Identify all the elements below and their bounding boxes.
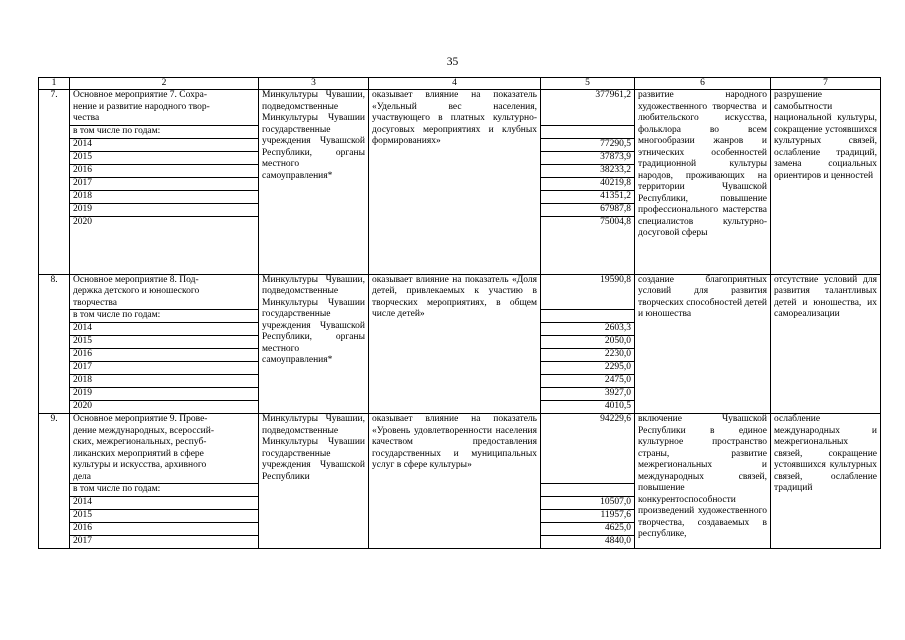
column-number-row xyxy=(39,78,881,90)
executor-cell: Минкультуры Чувашии, подведомственные Минкультуры Чувашии государственные учреждения Чувашской Республики, органы местного самоуправления* xyxy=(259,274,369,414)
year-cell: 2014 xyxy=(70,497,259,510)
total-amount: 19590,8 xyxy=(541,274,635,310)
executor-cell: Минкультуры Чувашии, подведомственные Минкультуры Чувашии государственные учреждения Чувашской Республики xyxy=(259,414,369,549)
amount-cell: 41351,2 xyxy=(541,190,635,203)
amount-cell: 4840,0 xyxy=(541,536,635,549)
activity-title: Основное мероприятие 9. Прове- дение международных, всероссий- ских, межрегиональных, респуб- ликанских мероприятий в сфере культуры и искусства, архивного дела xyxy=(70,414,259,484)
year-cell: 2015 xyxy=(70,510,259,523)
indicator-cell: оказывает влияние на показатель «Удельный вес населения, участвующего в платных культурно-досуговых мероприятиях и клубных формированиях» xyxy=(369,90,541,275)
year-cell: 2018 xyxy=(70,190,259,203)
amount-cell: 40219,8 xyxy=(541,177,635,190)
amount-cell: 2295,0 xyxy=(541,362,635,375)
amount-cell: 2603,3 xyxy=(541,323,635,336)
amount-cell: 75004,8 xyxy=(541,216,635,274)
table-row xyxy=(39,414,881,484)
amount-cell: 10507,0 xyxy=(541,497,635,510)
indicator-cell: оказывает влияние на показатель «Доля детей, привлекаемых к участию в творческих мероприятиях, в общем числе детей» xyxy=(369,274,541,414)
year-cell: 2020 xyxy=(70,401,259,414)
year-cell: 2016 xyxy=(70,164,259,177)
total-amount: 94229,6 xyxy=(541,414,635,484)
year-cell: 2019 xyxy=(70,388,259,401)
year-cell: 2014 xyxy=(70,323,259,336)
row-number: 8. xyxy=(39,274,70,414)
amount-cell: 3927,0 xyxy=(541,388,635,401)
year-cell: 2017 xyxy=(70,177,259,190)
year-cell: 2015 xyxy=(70,336,259,349)
column-header: 3 xyxy=(259,78,369,90)
executor-cell: Минкультуры Чувашии, подведомственные Минкультуры Чувашии государственные учреждения Чувашской Республики, органы местного самоуправления* xyxy=(259,90,369,275)
indicator-cell: оказывает влияние на показатель «Уровень удовлетворенности населения качеством предоставления государственных и муниципальных услуг в сфере культуры» xyxy=(369,414,541,549)
column-header: 6 xyxy=(635,78,771,90)
activity-title: Основное мероприятие 7. Сохра- нение и развитие народного твор- чества xyxy=(70,90,259,126)
total-amount: 377961,2 xyxy=(541,90,635,126)
table-row xyxy=(39,274,881,310)
amount-cell: 2050,0 xyxy=(541,336,635,349)
year-cell: 2016 xyxy=(70,349,259,362)
year-cell: 2018 xyxy=(70,375,259,388)
year-cell: 2016 xyxy=(70,523,259,536)
year-cell: 2015 xyxy=(70,151,259,164)
page-number: 35 xyxy=(446,56,459,68)
column-header: 4 xyxy=(369,78,541,90)
amount-cell: 2475,0 xyxy=(541,375,635,388)
amount-cell xyxy=(541,484,635,497)
amount-cell: 67987,8 xyxy=(541,203,635,216)
row-number: 9. xyxy=(39,414,70,549)
row-number: 7. xyxy=(39,90,70,275)
amount-cell xyxy=(541,310,635,323)
table-row xyxy=(39,90,881,126)
result-cell: развитие народного художественного творчества и любительского искусства, фольклора во всем многообразии жанров и этнических особенностей традиционной культуры народов, проживающих на территории Чувашской Республики, повышение профессионального мастерства специалистов культурно-досуговой сферы xyxy=(635,90,771,275)
amount-cell: 4010,5 xyxy=(541,401,635,414)
amount-cell: 4625,0 xyxy=(541,523,635,536)
amount-cell: 77290,5 xyxy=(541,138,635,151)
year-cell: 2020 xyxy=(70,216,259,274)
amount-cell xyxy=(541,125,635,138)
result-cell: создание благоприятных условий для развития творческих способностей детей и юношества xyxy=(635,274,771,414)
amount-cell: 11957,6 xyxy=(541,510,635,523)
column-header: 7 xyxy=(771,78,881,90)
year-cell: 2017 xyxy=(70,362,259,375)
program-table xyxy=(38,77,881,549)
activity-title: Основное мероприятие 8. Под- держка детского и юношеского творчества xyxy=(70,274,259,310)
subtotal-label: в том числе по годам: xyxy=(70,125,259,138)
year-cell: 2017 xyxy=(70,536,259,549)
column-header: 2 xyxy=(70,78,259,90)
subtotal-label: в том числе по годам: xyxy=(70,484,259,497)
consequence-cell: ослабление международных и межрегиональных связей, сокращение устоявшихся культурных связей, ослабление традиций xyxy=(771,414,881,549)
column-header: 5 xyxy=(541,78,635,90)
consequence-cell: отсутствие условий для развития талантливых детей и юношества, их самореализации xyxy=(771,274,881,414)
column-header: 1 xyxy=(39,78,70,90)
amount-cell: 2230,0 xyxy=(541,349,635,362)
year-cell: 2014 xyxy=(70,138,259,151)
year-cell: 2019 xyxy=(70,203,259,216)
amount-cell: 37873,9 xyxy=(541,151,635,164)
amount-cell: 38233,2 xyxy=(541,164,635,177)
subtotal-label: в том числе по годам: xyxy=(70,310,259,323)
consequence-cell: разрушение самобытности национальной культуры, сокращение устоявшихся культурных связей, ослабление традиций, замена социальных ориентиров и ценностей xyxy=(771,90,881,275)
result-cell: включение Чувашской Республики в единое культурное пространство страны, развитие межрегиональных и международных связей, повышение конкурентоспособности произведений художественного творчества, создаваемых в республике, xyxy=(635,414,771,549)
